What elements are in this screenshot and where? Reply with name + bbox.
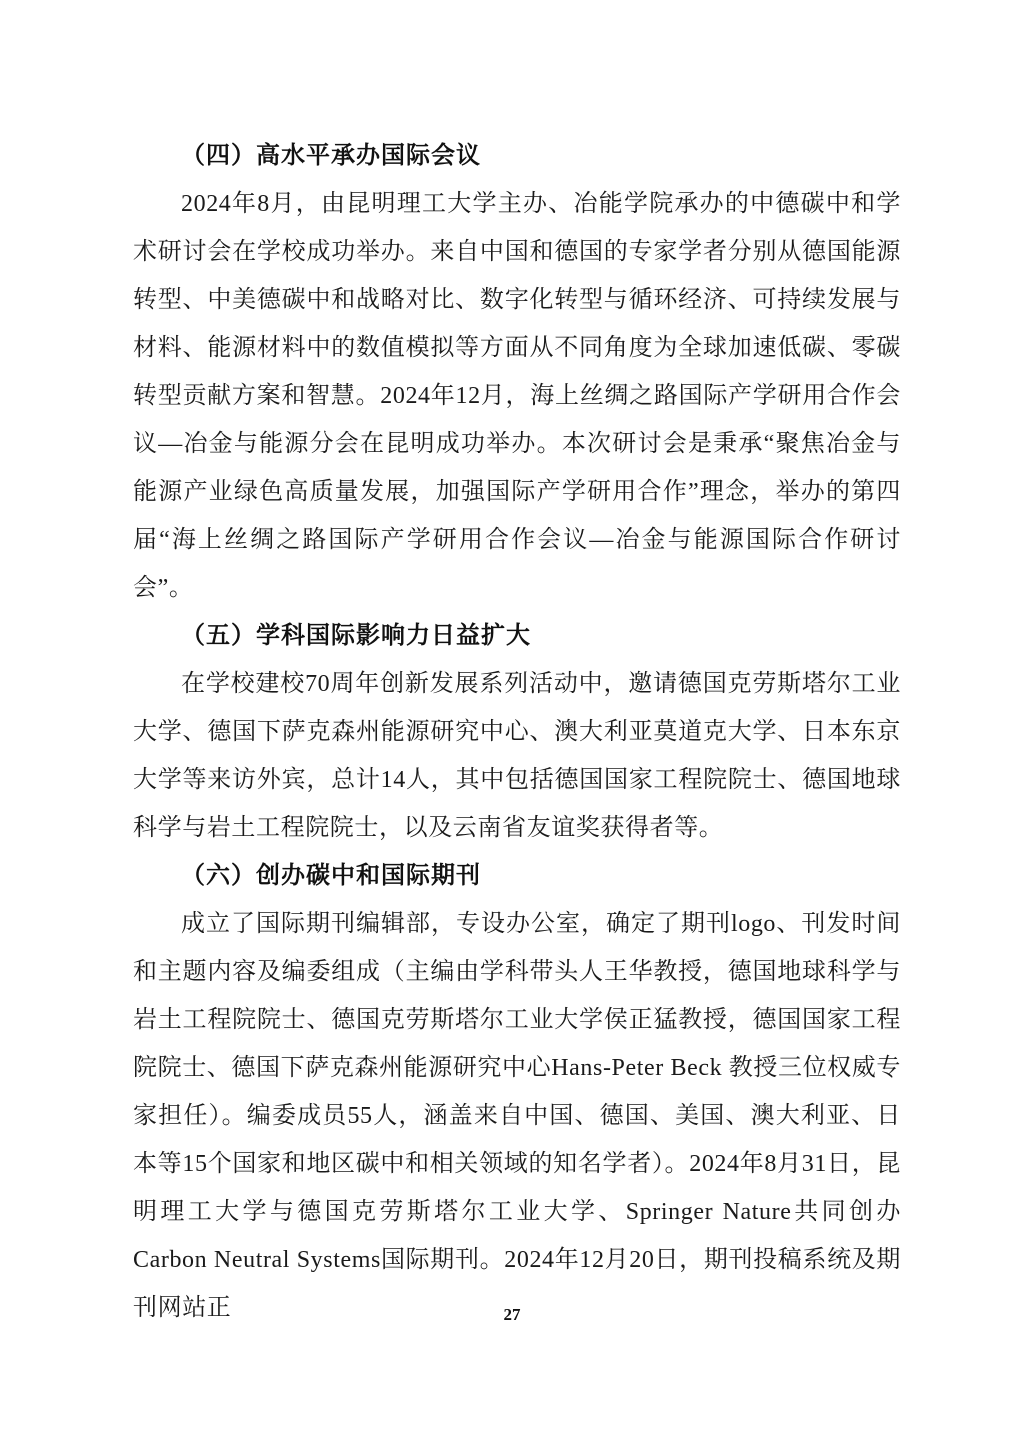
section-heading: （六）创办碳中和国际期刊 [181, 863, 481, 889]
section-6 [133, 852, 901, 1332]
body-paragraph: 在学校建校70周年创新发展系列活动中，邀请德国克劳斯塔尔工业大学、德国下萨克森州能源研究中心、澳大利亚莫道克大学、日本东京大学等来访外宾，总计14人，其中包括德国国家工程院院士、德国地球科学与岩土工程院院士，以及云南省友谊奖获得者等。 [133, 671, 901, 841]
document-body [133, 132, 901, 1332]
body-paragraph: 成立了国际期刊编辑部，专设办公室，确定了期刊logo、刊发时间和主题内容及编委组成（主编由学科带头人王华教授，德国地球科学与岩土工程院院士、德国克劳斯塔尔工业大学侯正猛教授，德国国家工程院院士、德国下萨克森州能源研究中心Hans-Peter Beck 教授三位权威专家担任）。编委成员55人，涵盖来自中国、德国、美国、澳大利亚、日本等15个国家和地区碳中和相关领域的知名学者）。2024年8月31日，昆明理工大学与德国克劳斯塔尔工业大学、Springer Nature共同创办Carbon Neutral Systems国际期刊。2024年12月20日，期刊投稿系统及期刊网站正 [133, 911, 901, 1321]
body-paragraph: 2024年8月，由昆明理工大学主办、冶能学院承办的中德碳中和学术研讨会在学校成功举办。来自中国和德国的专家学者分别从德国能源转型、中美德碳中和战略对比、数字化转型与循环经济、可持续发展与材料、能源材料中的数值模拟等方面从不同角度为全球加速低碳、零碳转型贡献方案和智慧。2024年12月，海上丝绸之路国际产学研用合作会议—冶金与能源分会在昆明成功举办。本次研讨会是秉承“聚焦冶金与能源产业绿色高质量发展，加强国际产学研用合作”理念，举办的第四届“海上丝绸之路国际产学研用合作会议—冶金与能源国际合作研讨会”。 [133, 191, 901, 601]
section-5 [133, 612, 901, 852]
section-heading: （四）高水平承办国际会议 [181, 143, 481, 169]
page-number: 27 [503, 1305, 521, 1324]
section-heading: （五）学科国际影响力日益扩大 [181, 623, 531, 649]
section-4 [133, 132, 901, 612]
